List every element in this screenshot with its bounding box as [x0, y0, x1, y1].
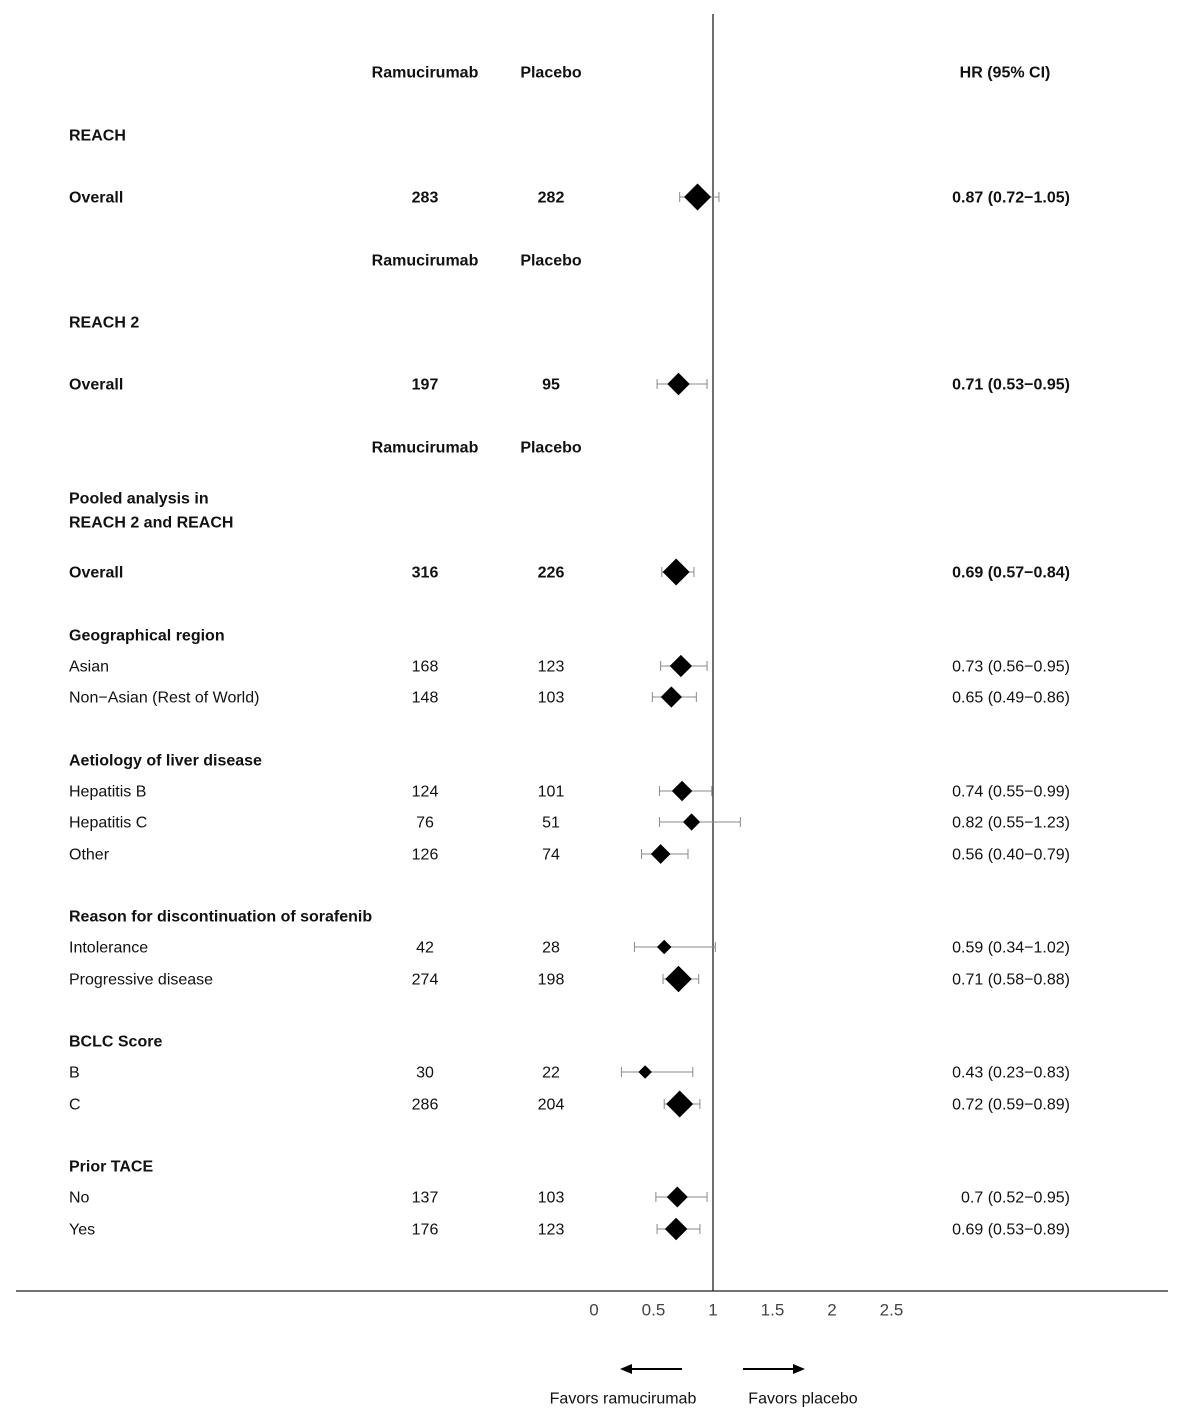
hr-ci-text: 0.87 (0.72−1.05): [952, 189, 1070, 207]
section-title: REACH 2 and REACH: [69, 514, 234, 532]
x-tick-label: 1: [708, 1300, 718, 1320]
ramucirumab-n: 76: [416, 814, 434, 832]
hr-point-diamond: [667, 373, 689, 395]
placebo-n: 123: [537, 658, 565, 676]
placebo-n: 74: [542, 846, 560, 864]
hr-point-diamond: [670, 655, 692, 677]
hr-ci-text: 0.73 (0.56−0.95): [952, 658, 1070, 676]
section-title: REACH 2: [69, 314, 140, 332]
placebo-n: 123: [537, 1221, 565, 1239]
row-label: Intolerance: [69, 939, 149, 957]
hr-point-diamond: [666, 1091, 693, 1118]
hr-point-diamond: [667, 1187, 688, 1208]
placebo-n: 101: [537, 783, 565, 801]
column-header-ramucirumab: Ramucirumab: [371, 64, 479, 82]
placebo-n: 28: [542, 939, 560, 957]
column-header-hr: HR (95% CI): [959, 64, 1051, 82]
row-label: Non−Asian (Rest of World): [69, 689, 260, 707]
ramucirumab-n: 42: [416, 939, 434, 957]
x-tick-label: 0: [589, 1300, 599, 1320]
column-header-ramucirumab: Ramucirumab: [371, 252, 479, 270]
ramucirumab-n: 286: [411, 1096, 439, 1114]
row-label: Other: [69, 846, 110, 864]
placebo-n: 204: [537, 1096, 565, 1114]
hr-point-diamond: [672, 781, 693, 802]
hr-point-diamond: [684, 184, 711, 211]
ramucirumab-n: 197: [411, 376, 439, 394]
row-label: B: [69, 1064, 80, 1082]
row-label: No: [69, 1189, 90, 1207]
hr-point-diamond: [661, 686, 682, 707]
row-label: Yes: [69, 1221, 96, 1239]
ramucirumab-n: 316: [411, 564, 439, 582]
row-label: Overall: [69, 189, 124, 207]
ramucirumab-n: 283: [411, 189, 439, 207]
row-label: Hepatitis B: [69, 783, 147, 801]
placebo-n: 22: [542, 1064, 560, 1082]
row-label: Progressive disease: [69, 971, 214, 989]
x-tick-label: 2: [827, 1300, 837, 1320]
hr-ci-text: 0.43 (0.23−0.83): [952, 1064, 1070, 1082]
hr-ci-text: 0.7 (0.52−0.95): [961, 1189, 1070, 1207]
subgroup-title: Prior TACE: [69, 1158, 154, 1176]
row-label: Asian: [69, 658, 110, 676]
placebo-n: 103: [537, 1189, 565, 1207]
column-header-ramucirumab: Ramucirumab: [371, 439, 479, 457]
arrow-right-head: [793, 1364, 805, 1374]
x-tick-label: 0.5: [641, 1300, 666, 1320]
ramucirumab-n: 148: [411, 689, 439, 707]
column-header-placebo: Placebo: [520, 252, 582, 270]
ramucirumab-n: 30: [416, 1064, 434, 1082]
subgroup-title: Aetiology of liver disease: [69, 752, 262, 770]
section-title: REACH: [69, 127, 126, 145]
ramucirumab-n: 137: [411, 1189, 439, 1207]
ramucirumab-n: 124: [411, 783, 439, 801]
hr-ci-text: 0.72 (0.59−0.89): [952, 1096, 1070, 1114]
hr-ci-text: 0.65 (0.49−0.86): [952, 689, 1070, 707]
hr-point-diamond: [665, 1218, 688, 1241]
hr-ci-text: 0.69 (0.53−0.89): [952, 1221, 1070, 1239]
hr-point-diamond: [665, 966, 692, 993]
row-label: Overall: [69, 564, 124, 582]
hr-ci-text: 0.56 (0.40−0.79): [952, 846, 1070, 864]
hr-ci-text: 0.71 (0.58−0.88): [952, 971, 1070, 989]
ramucirumab-n: 274: [411, 971, 439, 989]
placebo-n: 51: [542, 814, 560, 832]
favors-ramucirumab-label: Favors ramucirumab: [549, 1390, 697, 1408]
x-tick-label: 2.5: [879, 1300, 904, 1320]
ramucirumab-n: 168: [411, 658, 439, 676]
column-header-placebo: Placebo: [520, 439, 582, 457]
subgroup-title: Geographical region: [69, 627, 225, 645]
ramucirumab-n: 126: [411, 846, 439, 864]
placebo-n: 198: [537, 971, 565, 989]
hr-point-diamond: [638, 1065, 651, 1078]
hr-ci-text: 0.71 (0.53−0.95): [952, 376, 1070, 394]
row-label: Overall: [69, 376, 124, 394]
arrow-left-head: [620, 1364, 632, 1374]
hr-ci-text: 0.59 (0.34−1.02): [952, 939, 1070, 957]
subgroup-title: BCLC Score: [69, 1033, 163, 1051]
row-label: Hepatitis C: [69, 814, 148, 832]
placebo-n: 95: [542, 376, 560, 394]
hr-point-diamond: [651, 844, 671, 864]
hr-point-diamond: [657, 940, 672, 955]
hr-ci-text: 0.69 (0.57−0.84): [952, 564, 1070, 582]
section-title: Pooled analysis in: [69, 490, 209, 508]
ramucirumab-n: 176: [411, 1221, 439, 1239]
hr-point-diamond: [663, 559, 690, 586]
row-label: C: [69, 1096, 81, 1114]
subgroup-title: Reason for discontinuation of sorafenib: [69, 908, 373, 926]
hr-ci-text: 0.82 (0.55−1.23): [952, 814, 1070, 832]
placebo-n: 103: [537, 689, 565, 707]
x-tick-label: 1.5: [760, 1300, 785, 1320]
favors-placebo-label: Favors placebo: [748, 1390, 858, 1408]
column-header-placebo: Placebo: [520, 64, 582, 82]
placebo-n: 226: [537, 564, 565, 582]
placebo-n: 282: [537, 189, 565, 207]
hr-ci-text: 0.74 (0.55−0.99): [952, 783, 1070, 801]
hr-point-diamond: [683, 813, 700, 830]
